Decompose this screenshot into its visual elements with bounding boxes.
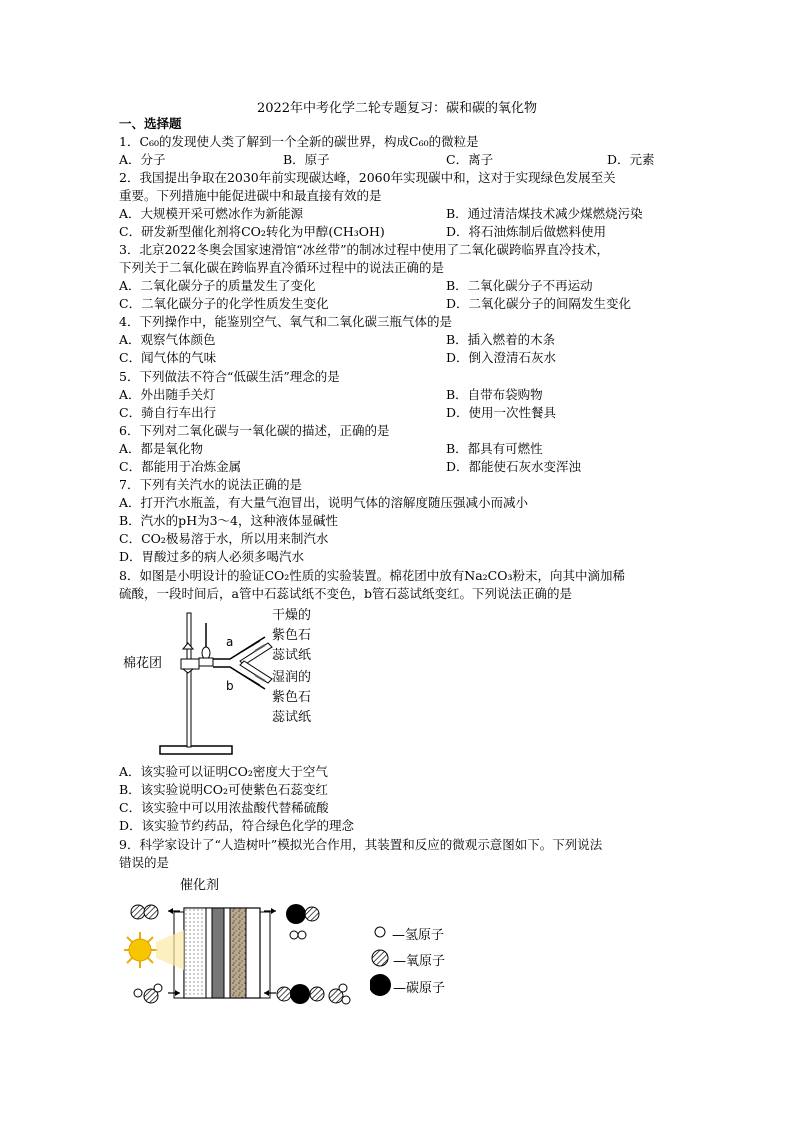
q7-option-a: A．打开汽水瓶盖，有大量气泡冒出，说明气体的溶解度随压强减小而减小 [119, 495, 529, 510]
q2-option-a: A．大规模开采可燃冰作为新能源 [119, 206, 304, 221]
legend-oxygen: —氧原子 [393, 954, 446, 969]
q9-stem-line2: 错误的是 [119, 855, 170, 870]
label-tube-b: b [226, 679, 234, 693]
q9-stem-line1: 9．科学家设计了“人造树叶”模拟光合作用，其装置和反应的微观示意图如下。下列说法 [119, 837, 603, 852]
q2-option-d: D．将石油炼制后做燃料使用 [446, 224, 607, 239]
q6-option-a: A．都是氧化物 [119, 441, 204, 456]
q3-stem-line1: 3．北京2022冬奥会国家速滑馆“冰丝带”的制冰过程中使用了二氧化碳跨临界直冷技术， [119, 242, 610, 257]
q1-stem: 1．C₆₀的发现使人类了解到一个全新的碳世界，构成C₆₀的微粒是 [119, 134, 479, 149]
page-title: 2022年中考化学二轮专题复习：碳和碳的氧化物 [256, 101, 538, 116]
stopper [199, 658, 213, 666]
q3-option-d: D．二氧化碳分子的间隔发生变化 [446, 296, 632, 311]
membrane-layer [212, 908, 224, 998]
legend-carbon: —碳原子 [393, 981, 446, 996]
o2-molecule-atom [131, 905, 145, 919]
q9-artificial-leaf-figure [124, 892, 368, 1016]
label-dry-paper-1: 干燥的 [272, 608, 312, 623]
label-wet-paper-2: 紫色石 [272, 690, 312, 705]
q8-option-c: C．该实验中可以用浓盐酸代替稀硫酸 [119, 800, 329, 815]
q4-option-c: C．闻气体的气味 [119, 350, 217, 365]
label-wet-paper-1: 湿润的 [272, 670, 312, 685]
q7-stem: 7．下列有关汽水的说法正确的是 [119, 477, 302, 492]
sun-icon [124, 932, 158, 968]
q5-option-d: D．使用一次性餐具 [446, 405, 557, 420]
q3-option-c: C．二氧化碳分子的化学性质发生变化 [119, 296, 329, 311]
q7-option-d: D．胃酸过多的病人必须多喝汽水 [119, 549, 305, 564]
legend-hydrogen: —氢原子 [392, 928, 445, 943]
water-h-atom [134, 989, 142, 997]
q3-option-a: A．二氧化碳分子的质量发生了变化 [119, 278, 316, 293]
q1-option-b: B．原子 [283, 152, 330, 167]
q7-option-c: C．CO₂极易溶于水，所以用来制汽水 [119, 531, 329, 546]
catalyst-layer [184, 908, 206, 998]
q5-option-b: B．自带布袋购物 [446, 387, 543, 402]
q2-option-c: C．研发新型催化剂将CO₂转化为甲醇(CH₃OH) [119, 224, 385, 239]
q6-option-c: C．都能用于冶炼金属 [119, 459, 242, 474]
legend-carbon-symbol [370, 974, 391, 996]
stand-rod [187, 613, 191, 747]
q1-option-d: D．元素 [607, 152, 655, 167]
clamp [181, 659, 199, 669]
q4-option-b: B．插入燃着的木条 [446, 332, 556, 347]
q8-option-b: B．该实验说明CO₂可使紫色石蕊变红 [119, 782, 329, 797]
carbon-atom [286, 904, 306, 924]
q8-option-a: A．该实验可以证明CO₂密度大于空气 [119, 764, 328, 779]
q8-stem-line1: 8．如图是小明设计的验证CO₂性质的实验装置。棉花团中放有Na₂CO₃粉末，向其中滴加稀 [119, 568, 626, 583]
q2-option-b: B．通过清洁煤技术减少煤燃烧污染 [446, 206, 643, 221]
q7-option-b: B．汽水的pH为3～4，这种液体显碱性 [119, 513, 338, 528]
q6-option-d: D．都能使石灰水变浑浊 [446, 459, 582, 474]
q1-option-a: A．分子 [119, 152, 166, 167]
label-cotton: 棉花团 [123, 656, 163, 671]
label-wet-paper-3: 蕊试纸 [272, 710, 312, 725]
q8-apparatus-figure [120, 603, 360, 763]
q5-option-a: A．外出随手关灯 [119, 387, 216, 402]
q2-stem-line1: 2．我国提出争取在2030年前实现碳达峰，2060年实现碳中和，这对于实现绿色发展至关 [119, 170, 616, 185]
y-tube [213, 637, 265, 689]
q5-stem: 5．下列做法不符合“低碳生活”理念的是 [119, 369, 340, 384]
legend-hydrogen-symbol [375, 927, 385, 937]
q6-stem: 6．下列对二氧化碳与一氧化碳的描述，正确的是 [119, 423, 390, 438]
q4-option-a: A．观察气体颜色 [119, 332, 216, 347]
q2-stem-line2: 重要。下列措施中能促进碳中和最直接有效的是 [119, 188, 382, 203]
label-tube-a: a [226, 635, 234, 649]
electrode-layer [230, 908, 246, 998]
q8-stem-line2: 硫酸，一段时间后，a管中石蕊试纸不变色，b管石蕊试纸变红。下列说法正确的是 [119, 586, 572, 601]
label-dry-paper-2: 紫色石 [272, 628, 312, 643]
section-heading: 一、选择题 [119, 116, 182, 131]
q3-option-b: B．二氧化碳分子不再运动 [446, 278, 593, 293]
q3-stem-line2: 下列关于二氧化碳在跨临界直冷循环过程中的说法正确的是 [119, 260, 445, 275]
stand-base [160, 746, 232, 754]
legend-oxygen-symbol [372, 950, 388, 966]
q4-option-d: D．倒入澄清石灰水 [446, 350, 557, 365]
q1-option-c: C．离子 [446, 152, 494, 167]
q4-stem: 4．下列操作中，能鉴别空气、氧气和二氧化碳三瓶气体的是 [119, 314, 452, 329]
label-catalyst: 催化剂 [180, 878, 220, 893]
q6-option-b: B．都具有可燃性 [446, 441, 543, 456]
q8-option-d: D．该实验节约药品，符合绿色化学的理念 [119, 818, 355, 833]
label-dry-paper-3: 蕊试纸 [272, 648, 312, 663]
q5-option-c: C．骑自行车出行 [119, 405, 217, 420]
